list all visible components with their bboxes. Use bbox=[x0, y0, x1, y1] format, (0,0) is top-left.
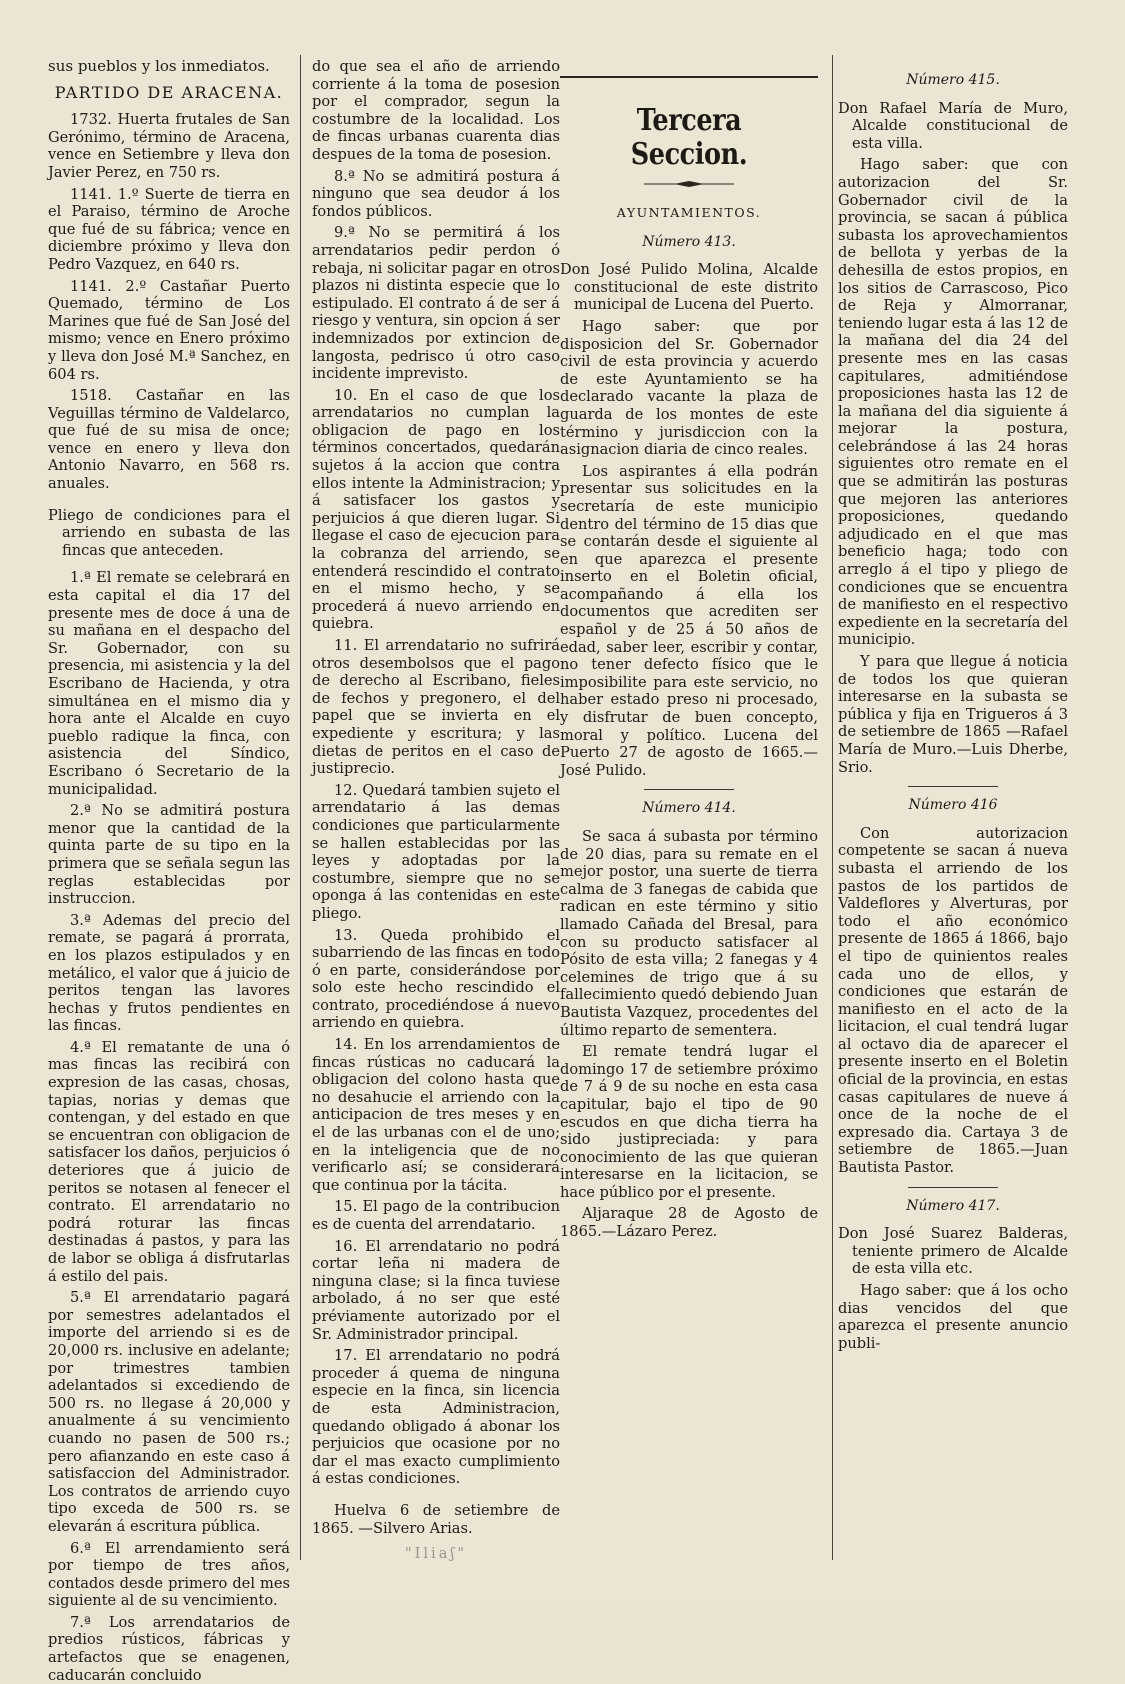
ornament-divider-icon bbox=[644, 180, 734, 188]
condition: 1.ª El remate se celebrará en esta capital el dia 17 del presente mes de doce á una de su mañana en el despacho del Sr. Gobernador, con su presencia, mi asistencia y la del Escribano de Hacienda, y otra simultánea en el mismo dia y hora ante el Alcalde en cuyo pueblo radique la finca, con asistencia del Síndico, Escribano ó Secretario de la municipalidad. bbox=[48, 569, 290, 798]
notice-paragraph: Hago saber: que con autorizacion del Sr. Gobernador civil de la provincia, se sacan á pública subasta los aprovechamientos de bellota y yerbas de la dehesilla de estos propios, en los sitios de Carrascoso, Pico de Reja y Almorranar, teniendo lugar esta á las 12 de la mañana del dia 24 del presente mes en las casas capitulares, admitiéndose proposiciones hasta las 12 de la mañana del dia siguiente á mejorar la postura, celebrándose á las 24 horas siguientes otro remate en el que se admitirán las posturas que mejoren las anteriores proposiciones, quedando adjudicado en el que mas beneficio haga; todo con arreglo á el tipo y pliego de condiciones que se encuentra de manifiesto en el respectivo expediente en la secretaría del municipio. bbox=[838, 156, 1068, 649]
notice-intro: Don José Suarez Balderas, teniente primero de Alcalde de esta villa etc. bbox=[838, 1225, 1068, 1278]
condition: 14. En los arrendamientos de fincas rústicas no caducará la obligacion del colono hasta que no desahucie el arriendo con la anticipacion de tres meses y en el de las urbanas con el de uno; en la inteligencia que de no verificarlo así; se considerará que continua por la tácita. bbox=[312, 1036, 560, 1194]
notice-separator bbox=[908, 786, 998, 787]
condition: 2.ª No se admitirá postura menor que la cantidad de la quinta parte de su tipo en la primera que se señala segun las reglas establecidas por instruccion. bbox=[48, 802, 290, 908]
intro-line: sus pueblos y los inmediatos. bbox=[48, 57, 270, 75]
notice-number: Número 414. bbox=[642, 800, 736, 817]
notice-intro: Don José Pulido Molina, Alcalde constitucional de este distrito municipal de Lucena del Puerto. bbox=[560, 261, 818, 314]
condition: 3.ª Ademas del precio del remate, se pagará á prorrata, en los plazos estipulados y en metálico, el valor que á juicio de peritos tengan las lavores hechas y frutos pendientes en las fincas. bbox=[48, 911, 290, 1035]
column-4 bbox=[838, 58, 1068, 1588]
condition: 15. El pago de la contribucion es de cuenta del arrendatario. bbox=[312, 1198, 560, 1233]
condition: 12. Quedará tambien sujeto el arrendatario á las demas condiciones que particularmente se hallen establecidas por las leyes y adoptadas por la costumbre, siempre que no se oponga á las contenidas en este pliego. bbox=[312, 781, 560, 922]
closing-signature: Huelva 6 de setiembre de 1865. —Silvero Arias. bbox=[312, 1501, 560, 1537]
notice-separator bbox=[908, 1187, 998, 1188]
faint-mark: "Iliaʃ" bbox=[404, 1545, 468, 1563]
column-rule bbox=[300, 55, 301, 1560]
condition: 13. Queda prohibido el subarriendo de las fincas en todo ó en parte, considerándose por solo este hecho rescindido el contrato, procediéndose á nuevo arriendo en quiebra. bbox=[312, 926, 560, 1032]
condition: 10. En el caso de que los arrendatarios no cumplan la obligacion de pago en los términos concertados, quedarán sujetos á la accion que contra ellos intente la Administracion; y á satisfacer los gastos y perjuicios á que dieren lugar. Si llegase el caso de ejecucion para la cobranza del arriendo, se entenderá rescindido el contrato en el mismo hecho, y se procederá á nuevo arriendo en quiebra. bbox=[312, 386, 560, 633]
notice-separator bbox=[644, 789, 734, 790]
notice-paragraph: Hago saber: que á los ocho dias vencidos del que aparezca el presente anuncio publi- bbox=[838, 1282, 1068, 1352]
column-rule bbox=[832, 55, 833, 1560]
condition: 8.ª No se admitirá postura á ninguno que sea deudor á los fondos públicos. bbox=[312, 167, 560, 220]
property-entry: 1141. 1.º Suerte de tierra en el Paraiso, término de Aroche que fué de su fábrica; vence en diciembre próximo y lleva don Pedro Vazquez, en 640 rs. bbox=[48, 185, 290, 273]
notice-paragraph: Se saca á subasta por término de 20 dias, para su remate en el mejor postor, una suerte de tierra calma de 3 fanegas de cabida que radican en este término y sitio llamado Cañada del Bresal, para con su producto satisfacer al Pósito de esta villa; 2 fanegas y 4 celemines de trigo que á su fallecimiento quedó debiendo Juan Bautista Vazquez, procedentes del último reparto de sementera. bbox=[560, 828, 818, 1039]
ayuntamientos-heading: AYUNTAMIENTOS. bbox=[616, 205, 762, 220]
notice-paragraph: El remate tendrá lugar el domingo 17 de setiembre próximo de 7 á 9 de su noche en esta casa capitular, bajo el tipo de 90 escudos en que dicha tierra ha sido justipreciada: y para conocimiento de las que quieran interesarse en la licitacion, se hace público por el presente. bbox=[560, 1043, 818, 1201]
property-entry: 1518. Castañar en las Veguillas término de Valdelarco, que fué de su misa de once; vence en enero y lleva don Antonio Navarro, en 568 rs. anuales. bbox=[48, 387, 290, 493]
section-top-rule bbox=[560, 76, 818, 78]
condition: 7.ª Los arrendatarios de predios rústicos, fábricas y artefactos que se enagenen, caducarán concluido bbox=[48, 1613, 290, 1684]
column-3 bbox=[560, 58, 818, 1588]
notice-paragraph: Hago saber: que por disposicion del Sr. Gobernador civil de esta provincia y acuerdo de este Ayuntamiento se ha declarado vacante la plaza de guarda de los montes de este término y jurisdiccion con la asignacion diaria de cinco reales. bbox=[560, 317, 818, 459]
column-1 bbox=[48, 57, 290, 1684]
condition: 4.ª El rematante de una ó mas fincas las recibirá con expresion de las casas, chosas, tapias, norias y demas que contengan, y del estado en que se encuentran con obligacion de satisfacer los daños, perjuicios ó deteriores que á juicio de peritos se notasen al fenecer el contrato. El arrendatario no podrá roturar las fincas destinadas á pastos, y para las de labor se obliga á disfrutarlas á estilo del pais. bbox=[48, 1038, 290, 1285]
condition: 16. El arrendatario no podrá cortar leña ni madera de ninguna clase; si la finca tuviese arbolado, á no ser que esté préviamente autorizado por el Sr. Administrador principal. bbox=[312, 1237, 560, 1343]
property-entry: 1732. Huerta frutales de San Gerónimo, término de Aracena, vence en Setiembre y lleva don Javier Perez, en 750 rs. bbox=[48, 111, 290, 181]
partido-heading: PARTIDO DE ARACENA. bbox=[54, 82, 284, 102]
notice-paragraph: Con autorizacion competente se sacan á nueva subasta el arriendo de los pastos de los partidos de Valdeflores y Alverturas, por todo el año económico presente de 1865 á 1866, bajo el tipo de quinientos reales cada uno de ellos, y condiciones que estarán de manifiesto en el acto de la licitacion, el cual tendrá lugar al octavo dia de aparecer el presente inserto en el Boletin oficial de la provincia, en estas casas capitulares de nueve á once de la noche de el expresado dia. Cartaya 3 de setiembre de 1865.—Juan Bautista Pastor. bbox=[838, 824, 1068, 1177]
notice-number: Número 416 bbox=[908, 797, 998, 814]
property-entry: 1141. 2.º Castañar Puerto Quemado, término de Los Marines que fué de San José del mismo; vence en Enero próximo y lleva don José M.ª Sanchez, en 604 rs. bbox=[48, 277, 290, 383]
notice-intro: Don Rafael María de Muro, Alcalde constitucional de esta villa. bbox=[838, 99, 1068, 152]
condition: 6.ª El arrendamiento será por tiempo de tres años, contados desde primero del mes siguiente al de su vencimiento. bbox=[48, 1539, 290, 1610]
notice-paragraph: Los aspirantes á ella podrán presentar sus solicitudes en la secretaría de este municipio dentro del término de 15 dias que se contarán desde el siguiente al en que aparezca el presente inserto en el Boletin oficial, acompañando á ella los documentos que acrediten ser español y de 25 á 50 años de edad, saber leer, escribir y contar, no tener defecto físico que le imposibilite para este servicio, no haber estado preso ni procesado, y disfrutar de buen concepto, moral y político. Lucena del Puerto 27 de agosto de 1665.—José Pulido. bbox=[560, 462, 818, 779]
condition: do que sea el año de arriendo corriente á la toma de posesion por el comprador, segun la costumbre de la localidad. Los de fincas urbanas cuarenta dias despues de la toma de posesion. bbox=[312, 58, 560, 163]
notice-paragraph: Y para que llegue á noticia de todos los que quieran interesarse en la subasta se pública y fija en Trigueros á 3 de setiembre de 1865 —Rafael María de Muro.—Luis Dherbe, Srio. bbox=[838, 653, 1068, 776]
notice-number: Número 413. bbox=[642, 233, 736, 250]
condition: 11. El arrendatario no sufrirá otros desembolsos que el pago de derecho al Escribano, fieles de fechos y pregonero, el del papel que se invierta en el expediente y escritura; y las dietas de peritos en el caso de justiprecio. bbox=[312, 637, 560, 778]
pliego-heading: Pliego de condiciones para el arriendo en subasta de las fincas que anteceden. bbox=[48, 506, 290, 559]
notice-number: Número 415. bbox=[906, 72, 1000, 88]
condition: 5.ª El arrendatario pagará por semestres adelantados el importe del arriendo si es de 20,000 rs. inclusive en adelante; por trimestres tambien adelantados si excediendo de 500 rs. no llegase á 20,000 y anualmente á su vencimiento cuando no pasen de 500 rs.; pero afianzando en este caso á satisfaccion del Administrador. Los contratos de arriendo cuyo tipo exceda de 500 rs. se elevarán á escritura pública. bbox=[48, 1289, 290, 1535]
condition: 17. El arrendatario no podrá proceder á quema de ninguna especie en la finca, sin licencia de esta Administracion, quedando obligado á abonar los perjuicios que ocasione por no dar el mas exacto cumplimiento á estas condiciones. bbox=[312, 1347, 560, 1488]
condition: 9.ª No se permitirá á los arrendatarios pedir perdon ó rebaja, ni solicitar pagar en otros plazos ni distinta especie que lo estipulado. El contrato á de ser á riesgo y ventura, sin opcion á ser indemnizados por extincion de langosta, pedrisco ú otro caso incidente imprevisto. bbox=[312, 224, 560, 383]
column-2 bbox=[312, 58, 560, 1588]
section-title: Tercera Seccion. bbox=[630, 103, 748, 172]
notice-signature: Aljaraque 28 de Agosto de 1865.—Lázaro Perez. bbox=[560, 1205, 818, 1241]
notice-number: Número 417. bbox=[906, 1197, 1000, 1214]
